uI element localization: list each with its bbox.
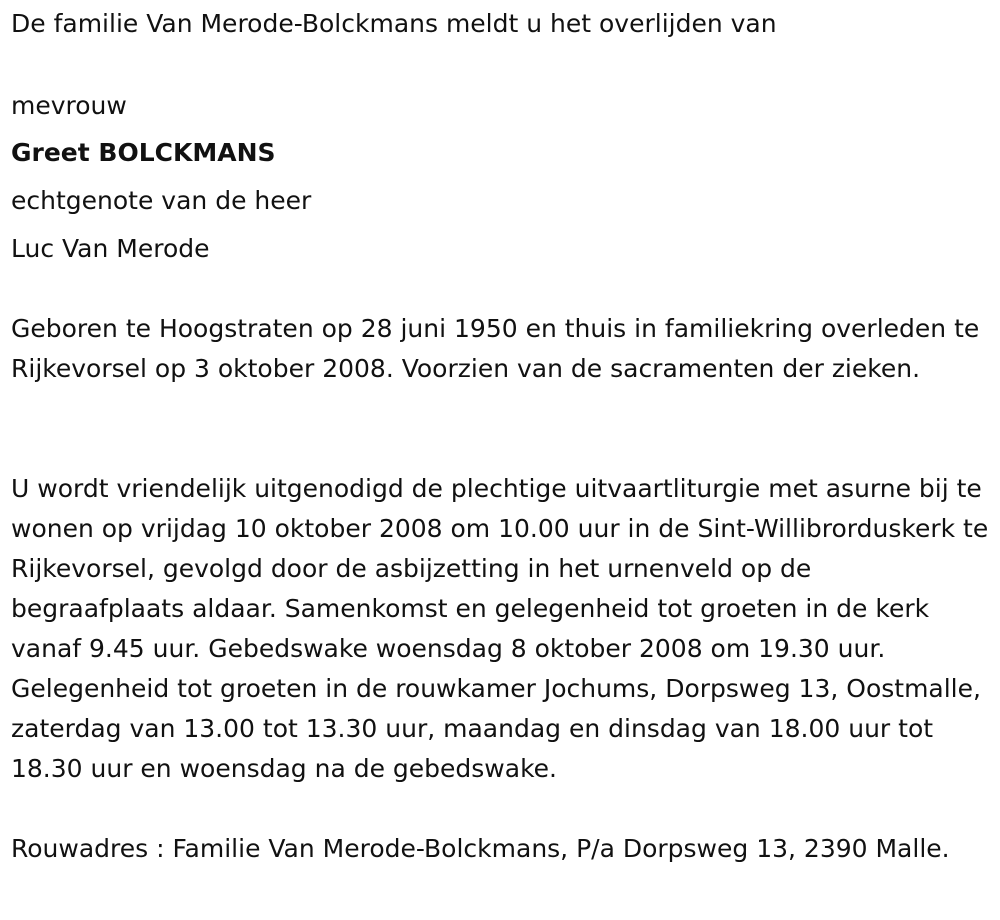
spouse-name: Luc Van Merode <box>11 234 210 263</box>
intro-line: De familie Van Merode-Bolckmans meldt u het overlijden van <box>11 9 777 38</box>
funeral-paragraph: U wordt vriendelijk uitgenodigd de plechtige uitvaartliturgie met asurne bij te wonen op vrijdag 10 oktober 2008 om 10.00 uur in de Sint-Willibrorduskerk te Rijkevorsel, gevolgd door de asbijzetting in het urnenveld op de begraafplaats aldaar. Samenkomst en gelegenheid tot groeten in de kerk vanaf 9.45 uur. Gebedswake woensdag 8 oktober 2008 om 19.30 uur. Gelegenheid tot groeten in de rouwkamer Jochums, Dorpsweg 13, Oostmalle, zaterdag van 13.00 tot 13.30 uur, maandag en dinsdag van 18.00 uur tot 18.30 uur en woensdag na de gebedswake. <box>11 474 989 783</box>
address-paragraph: Rouwadres : Familie Van Merode-Bolckmans, P/a Dorpsweg 13, 2390 Malle. <box>11 834 950 863</box>
deceased-name: Greet BOLCKMANS <box>11 138 276 167</box>
title-line: mevrouw <box>11 91 127 120</box>
relation-line: echtgenote van de heer <box>11 186 312 215</box>
birth-death-paragraph: Geboren te Hoogstraten op 28 juni 1950 en thuis in familiekring overleden te Rijkevorsel op 3 oktober 2008. Voorzien van de sacramenten der zieken. <box>11 314 980 383</box>
